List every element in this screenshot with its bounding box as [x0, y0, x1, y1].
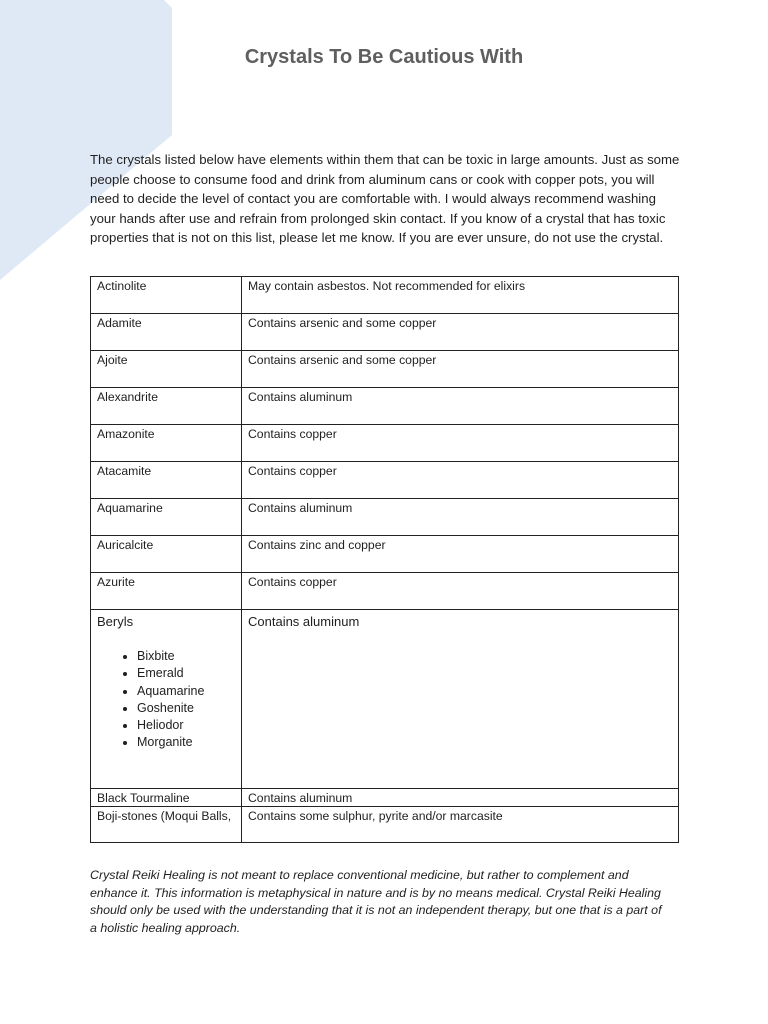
list-item: • Morganite — [137, 734, 235, 751]
crystal-name: Actinolite — [91, 277, 242, 314]
table-row — [91, 499, 679, 536]
crystal-note: Contains arsenic and some copper — [242, 351, 679, 388]
crystal-name: Azurite — [91, 573, 242, 610]
crystal-note: Contains aluminum — [242, 388, 679, 425]
disclaimer-paragraph: Crystal Reiki Healing is not meant to replace conventional medicine, but rather to complement and enhance it. This information is metaphysical in nature and is by no means medical. Crystal Reiki Healing should only be used with the understanding that it is not an independent therapy, but one that is a part of a holistic healing approach. — [90, 868, 662, 935]
table-row — [91, 277, 679, 314]
list-item: • Bixbite — [137, 648, 235, 665]
page-title: Crystals To Be Cautious With — [244, 46, 524, 68]
crystal-note: Contains aluminum — [242, 610, 679, 789]
crystal-name: Alexandrite — [91, 388, 242, 425]
list-item: • Heliodor — [137, 717, 235, 734]
table-row — [91, 536, 679, 573]
crystal-note: May contain asbestos. Not recommended for elixirs — [242, 277, 679, 314]
beryl-varieties-list — [97, 648, 235, 752]
crystal-note: Contains copper — [242, 425, 679, 462]
table-row — [91, 425, 679, 462]
crystal-note: Contains aluminum — [242, 789, 679, 807]
table-row — [91, 314, 679, 351]
crystal-note: Contains copper — [242, 462, 679, 499]
table-row — [91, 351, 679, 388]
crystal-name: Auricalcite — [91, 536, 242, 573]
table-row-beryls — [91, 610, 679, 789]
crystal-note: Contains copper — [242, 573, 679, 610]
crystal-name: Adamite — [91, 314, 242, 351]
crystal-name: Amazonite — [91, 425, 242, 462]
crystal-note: Contains arsenic and some copper — [242, 314, 679, 351]
table-row — [91, 573, 679, 610]
crystal-name: Black Tourmaline — [91, 789, 242, 807]
crystal-name: Beryls — [97, 614, 134, 629]
list-item: • Aquamarine — [137, 683, 235, 700]
crystal-note: Contains aluminum — [242, 499, 679, 536]
crystal-name: Boji-stones (Moqui Balls, — [91, 807, 242, 843]
table-row — [91, 789, 679, 807]
crystal-name: Ajoite — [91, 351, 242, 388]
table-row — [91, 388, 679, 425]
crystal-note: Contains zinc and copper — [242, 536, 679, 573]
list-item: • Goshenite — [137, 700, 235, 717]
table-row — [91, 462, 679, 499]
crystal-name: Atacamite — [91, 462, 242, 499]
crystal-name-cell — [91, 610, 242, 789]
crystal-name: Aquamarine — [91, 499, 242, 536]
list-item: • Emerald — [137, 665, 235, 682]
crystal-table — [90, 276, 679, 843]
table-row — [91, 807, 679, 843]
crystal-note: Contains some sulphur, pyrite and/or marcasite — [242, 807, 679, 843]
intro-paragraph: The crystals listed below have elements within them that can be toxic in large amounts. Just as some people choose to consume food and drink from aluminum cans or cook with copper pots, you will need to decide the level of contact you are comfortable with. I would always recommend washing your hands after use and refrain from prolonged skin contact. If you know of a crystal that has toxic properties that is not on this list, please let me know. If you are ever unsure, do not use the crystal. — [90, 152, 680, 245]
